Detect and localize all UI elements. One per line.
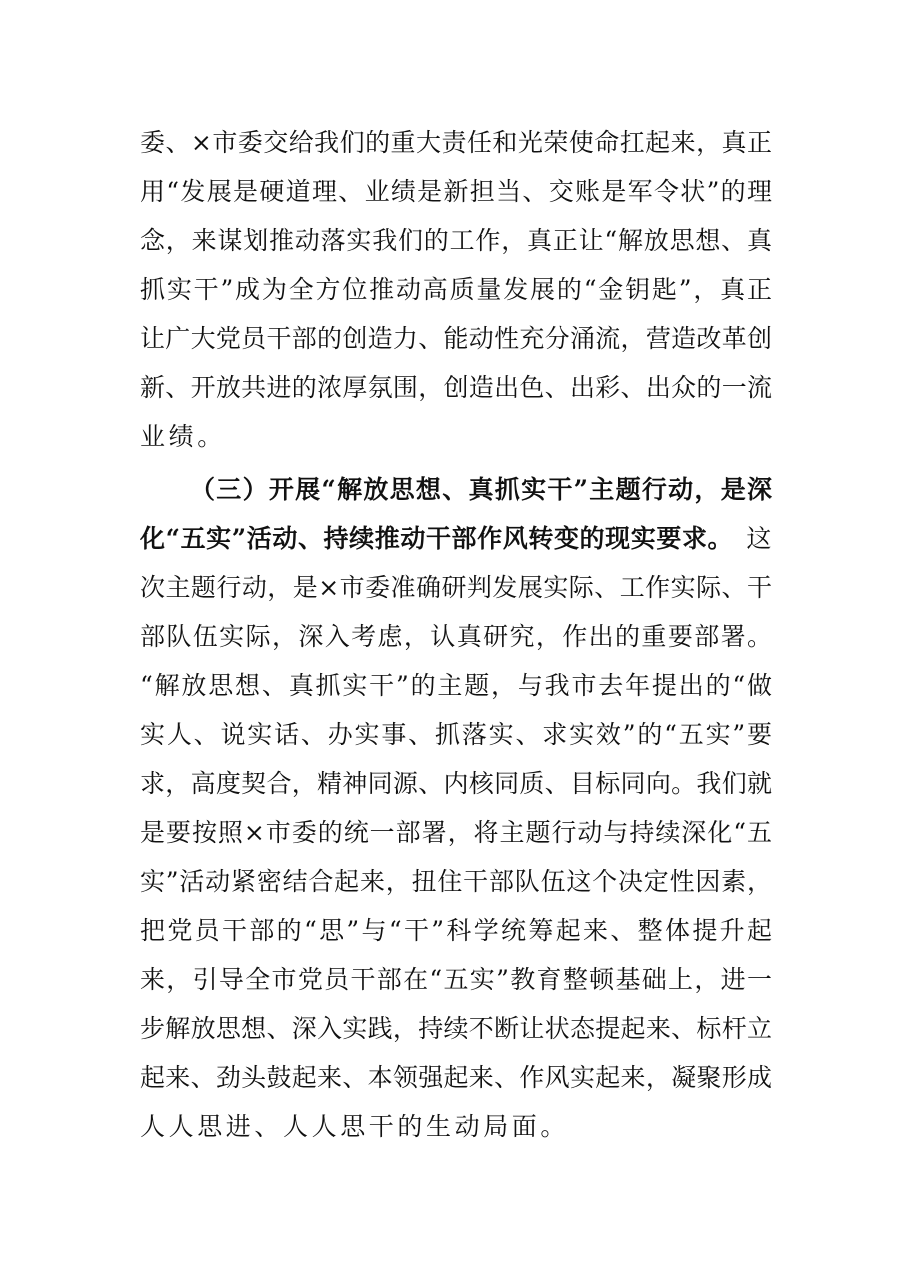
paragraph-1-line-5: 让广大党员干部的创造力、能动性充分涌流，营造改革创 [140, 324, 772, 353]
paragraph-2-line-5: 求，高度契合，精神同源、内核同质、目标同向。我们就 [140, 769, 772, 798]
paragraph-2-line-6: 是要按照×市委的统一部署，将主题行动与持续深化“五 [140, 818, 772, 847]
paragraph-1-line-6: 新、开放共进的浓厚氛围，创造出色、出彩、出众的一流 [140, 373, 772, 402]
paragraph-2-line-2: 部队伍实际，深入考虑，认真研究，作出的重要部署。 [140, 622, 772, 651]
paragraph-1-line-3: 念，来谋划推动落实我们的工作，真正让“解放思想、真 [140, 226, 772, 255]
paragraph-2-line-4: 实人、说实话、办实事、抓落实、求实效”的“五实”要 [140, 720, 772, 749]
paragraph-1-line-2: 用“发展是硬道理、业绩是新担当、交账是军令状”的理 [140, 177, 772, 206]
section-heading-line-1: （三）开展“解放思想、真抓实干”主题行动，是深 [190, 475, 772, 504]
paragraph-2-line-7: 实”活动紧密结合起来，扭住干部队伍这个决定性因素， [140, 867, 772, 896]
section-heading-bold-text: 化“五实”活动、持续推动干部作风转变的现实要求。 [140, 524, 734, 553]
paragraph-1-line-4: 抓实干”成为全方位推动高质量发展的“金钥匙”，真正 [140, 275, 772, 304]
paragraph-2-line-3: “解放思想、真抓实干”的主题，与我市去年提出的“做 [140, 671, 772, 700]
paragraph-2-line-10: 步解放思想、深入实践，持续不断让状态提起来、标杆立 [140, 1014, 772, 1043]
paragraph-2-line-9: 来，引导全市党员干部在“五实”教育整顿基础上，进一 [140, 965, 772, 994]
paragraph-1-line-1: 委、×市委交给我们的重大责任和光荣使命扛起来，真正 [140, 128, 772, 157]
paragraph-2-line-11: 起来、劲头鼓起来、本领强起来、作风实起来，凝聚形成 [140, 1063, 772, 1092]
paragraph-2-line-1: 次主题行动，是×市委准确研判发展实际、工作实际、干 [140, 573, 772, 602]
section-heading-line-2 [140, 519, 772, 559]
paragraph-2-line-12: 人人思进、人人思干的生动局面。 [140, 1112, 570, 1141]
section-heading-tail-text: 这 [746, 524, 772, 553]
paragraph-1-line-7: 业绩。 [140, 422, 226, 451]
paragraph-2-line-8: 把党员干部的“思”与“干”科学统筹起来、整体提升起 [140, 916, 772, 945]
